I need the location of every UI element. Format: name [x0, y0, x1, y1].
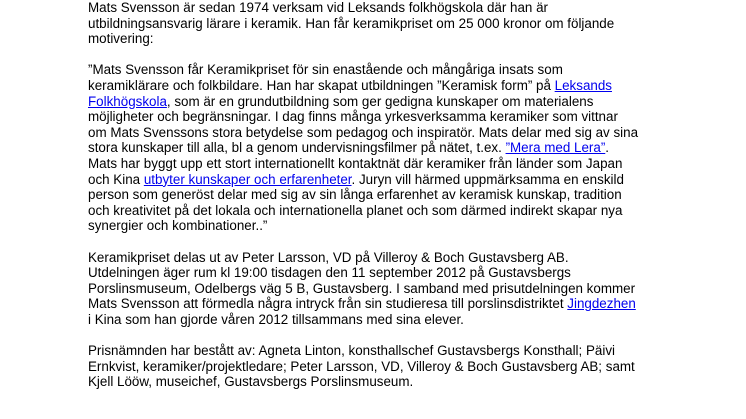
text-line: om Mats Svenssons stora betydelse som pedagog och inspiratör. Mats delar med sig av sina [88, 124, 639, 140]
text-line: och kreativitet på det lokala och internationella planet och som därmed indirekt skapar nya [88, 202, 623, 218]
text-line: ”Mats Svensson får Keramikpriset för sin enastående och mångåriga insats som [88, 62, 563, 78]
text-line: Mats har byggt upp ett stort internationellt kontaktnät där keramiker från länder som Japan [88, 155, 623, 171]
mera-med-lera-link[interactable]: ”Mera med Lera” [505, 140, 606, 156]
text-segment: , som är en grundutbildning som ger gedigna kunskaper om materialens [166, 93, 594, 109]
text-line [88, 296, 688, 312]
text-segment: och Kina [88, 171, 144, 187]
text-line: Porslinsmuseum, Odelbergs väg 5 B, Gustavsberg. I samband med prisutdelningen kommer [88, 280, 636, 296]
text-line [88, 94, 688, 110]
motivation-quote-paragraph [88, 62, 688, 234]
intro-paragraph [88, 0, 688, 47]
text-segment: Mats Svensson att förmedla några intryck från sin studieresa till porslinsdistriktet [88, 296, 568, 312]
text-line: Utdelningen äger rum kl 19:00 tisdagen den 11 september 2012 på Gustavsbergs [88, 265, 571, 281]
text-line: Mats Svensson är sedan 1974 verksam vid Leksands folkhögskola där han är [88, 0, 549, 15]
text-segment: . Juryn vill härmed uppmärksamma en enskild [351, 171, 624, 187]
jingdezhen-link[interactable]: Jingdezhen [567, 296, 636, 312]
text-line: möjligheter och begränsningar. I dag finns många yrkesverksamma keramiker som vittnar [88, 109, 618, 125]
document-body [88, 0, 688, 405]
jury-paragraph [88, 343, 688, 390]
text-line: i Kina som han gjorde våren 2012 tillsammans med sina elever. [88, 311, 464, 327]
text-line: synergier och kombinationer..” [88, 218, 268, 234]
text-line: Ernkvist, keramiker/projektledare; Peter Larsson, VD, Villeroy & Boch Gustavsberg AB; samt [88, 358, 635, 374]
award-ceremony-paragraph [88, 250, 688, 328]
leksands-folkhogskola-link[interactable]: Leksands [554, 77, 612, 93]
leksands-folkhogskola-link-continued[interactable]: Folkhögskola [88, 93, 167, 109]
text-line: motivering: [88, 31, 154, 47]
text-line: Prisnämnden har bestått av: Agneta Linton, konsthallschef Gustavsbergs Konsthall; Päivi [88, 343, 616, 359]
text-segment: . [605, 140, 610, 156]
text-segment: stora kunskaper till alla, bl a genom undervisningsfilmer på nätet, t.ex. [88, 140, 506, 156]
text-segment: keramiklärare och folkbildare. Han har skapat utbildningen ”Keramisk form” på [88, 77, 555, 93]
text-line: Keramikpriset delas ut av Peter Larsson, VD på Villeroy & Boch Gustavsberg AB. [88, 249, 569, 265]
text-line [88, 140, 688, 156]
text-line [88, 172, 688, 188]
text-line: Kjell Lööw, museichef, Gustavsbergs Porslinsmuseum. [88, 374, 414, 390]
text-line: utbildningsansvarig lärare i keramik. Han får keramikpriset om 25 000 kronor om följande [88, 15, 615, 31]
text-line: person som generöst delar med sig av sin långa erfarenhet av keramisk kunskap, tradition [88, 187, 622, 203]
text-line [88, 78, 688, 94]
utbyter-kunskaper-link[interactable]: utbyter kunskaper och erfarenheter [143, 171, 352, 187]
